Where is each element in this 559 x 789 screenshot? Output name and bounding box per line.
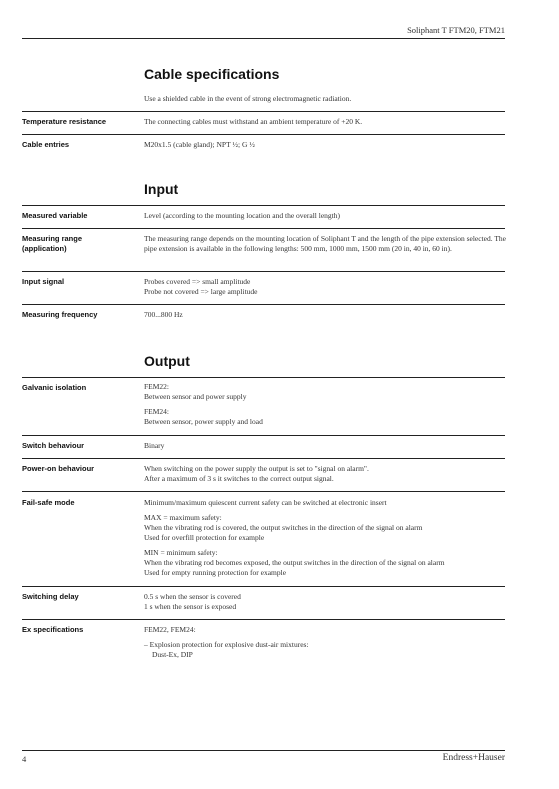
min-safety-heading: MIN = minimum safety: [144, 548, 218, 557]
label-ex-specifications: Ex specifications [22, 625, 84, 634]
fem22-text: Between sensor and power supply [144, 392, 247, 401]
value-measuring-range: The measuring range depends on the mounting location of Soliphant T and the length of the pipe extension selected. The pipe extension is available in the following lengths: 500 mm, 1000 mm, 1500 mm (20 in, 40 in, 60 in). [144, 234, 506, 253]
power-on-line: When switching on the power supply the output is set to "signal on alarm". [144, 464, 369, 473]
label-measured-variable: Measured variable [22, 211, 88, 220]
row-rule [22, 228, 505, 229]
section-title-input: Input [144, 181, 179, 197]
label-switch-behaviour: Switch behaviour [22, 441, 85, 450]
label-galvanic-isolation: Galvanic isolation [22, 383, 87, 392]
row-rule [22, 619, 505, 620]
row-rule [22, 205, 505, 206]
row-rule [22, 111, 505, 112]
switching-delay-line: 0.5 s when the sensor is covered [144, 592, 241, 601]
page-number: 4 [22, 754, 27, 764]
brand-name: Endress+Hauser [442, 753, 505, 763]
min-safety-line: Used for empty running protection for example [144, 568, 287, 577]
min-safety-line: When the vibrating rod becomes exposed, the output switches in the direction of the signal on alarm [144, 558, 445, 567]
fail-safe-intro: Minimum/maximum quiescent current safety can be switched at electronic insert [144, 498, 387, 507]
cable-intro: Use a shielded cable in the event of strong electromagnetic radiation. [144, 94, 352, 103]
value-measuring-frequency: 700...800 Hz [144, 310, 183, 319]
row-rule [22, 271, 505, 272]
label-measuring-frequency: Measuring frequency [22, 310, 98, 319]
value-galvanic-isolation [144, 382, 506, 427]
value-switch-behaviour: Binary [144, 441, 165, 450]
value-fail-safe-mode [144, 498, 506, 578]
ex-heading: FEM22, FEM24: [144, 625, 196, 634]
value-ex-specifications [144, 625, 506, 660]
row-rule [22, 134, 505, 135]
switching-delay-line: 1 s when the sensor is exposed [144, 602, 237, 611]
ex-list-item-continuation: Dust-Ex, DIP [152, 650, 193, 659]
fem22-heading: FEM22: [144, 382, 170, 391]
label-power-on-behaviour: Power-on behaviour [22, 464, 95, 473]
section-title-cable: Cable specifications [144, 66, 280, 82]
fem24-text: Between sensor, power supply and load [144, 417, 263, 426]
power-on-line: After a maximum of 3 s it switches to the correct output signal. [144, 474, 334, 483]
max-safety-line: When the vibrating rod is covered, the output switches in the direction of the signal on alarm [144, 523, 423, 532]
row-rule [22, 491, 505, 492]
value-input-signal [144, 277, 506, 297]
label-input-signal: Input signal [22, 277, 65, 286]
row-rule [22, 586, 505, 587]
row-rule [22, 304, 505, 305]
section-title-output: Output [144, 353, 190, 369]
row-rule [22, 458, 505, 459]
label-fail-safe-mode: Fail-safe mode [22, 498, 75, 507]
value-measured-variable: Level (according to the mounting location and the overall length) [144, 211, 340, 220]
row-rule [22, 377, 505, 378]
ex-list-item: – Explosion protection for explosive dust-air mixtures: [144, 640, 309, 649]
label-measuring-range: Measuring range (application) [22, 234, 83, 253]
value-temperature-resistance: The connecting cables must withstand an ambient temperature of +20 K. [144, 117, 363, 126]
input-signal-line: Probes covered => small amplitude [144, 277, 251, 286]
row-rule [22, 435, 505, 436]
label-switching-delay: Switching delay [22, 592, 79, 601]
document-header: Soliphant T FTM20, FTM21 [407, 25, 505, 35]
max-safety-line: Used for overfill protection for example [144, 533, 265, 542]
label-cable-entries: Cable entries [22, 140, 70, 149]
header-rule [22, 38, 505, 39]
value-power-on-behaviour [144, 464, 506, 484]
input-signal-line: Probe not covered => large amplitude [144, 287, 258, 296]
value-cable-entries: M20x1.5 (cable gland); NPT ½; G ½ [144, 140, 255, 149]
fem24-heading: FEM24: [144, 407, 170, 416]
max-safety-heading: MAX = maximum safety: [144, 513, 222, 522]
footer-rule [22, 750, 505, 751]
value-switching-delay [144, 592, 506, 612]
label-temperature-resistance: Temperature resistance [22, 117, 107, 126]
